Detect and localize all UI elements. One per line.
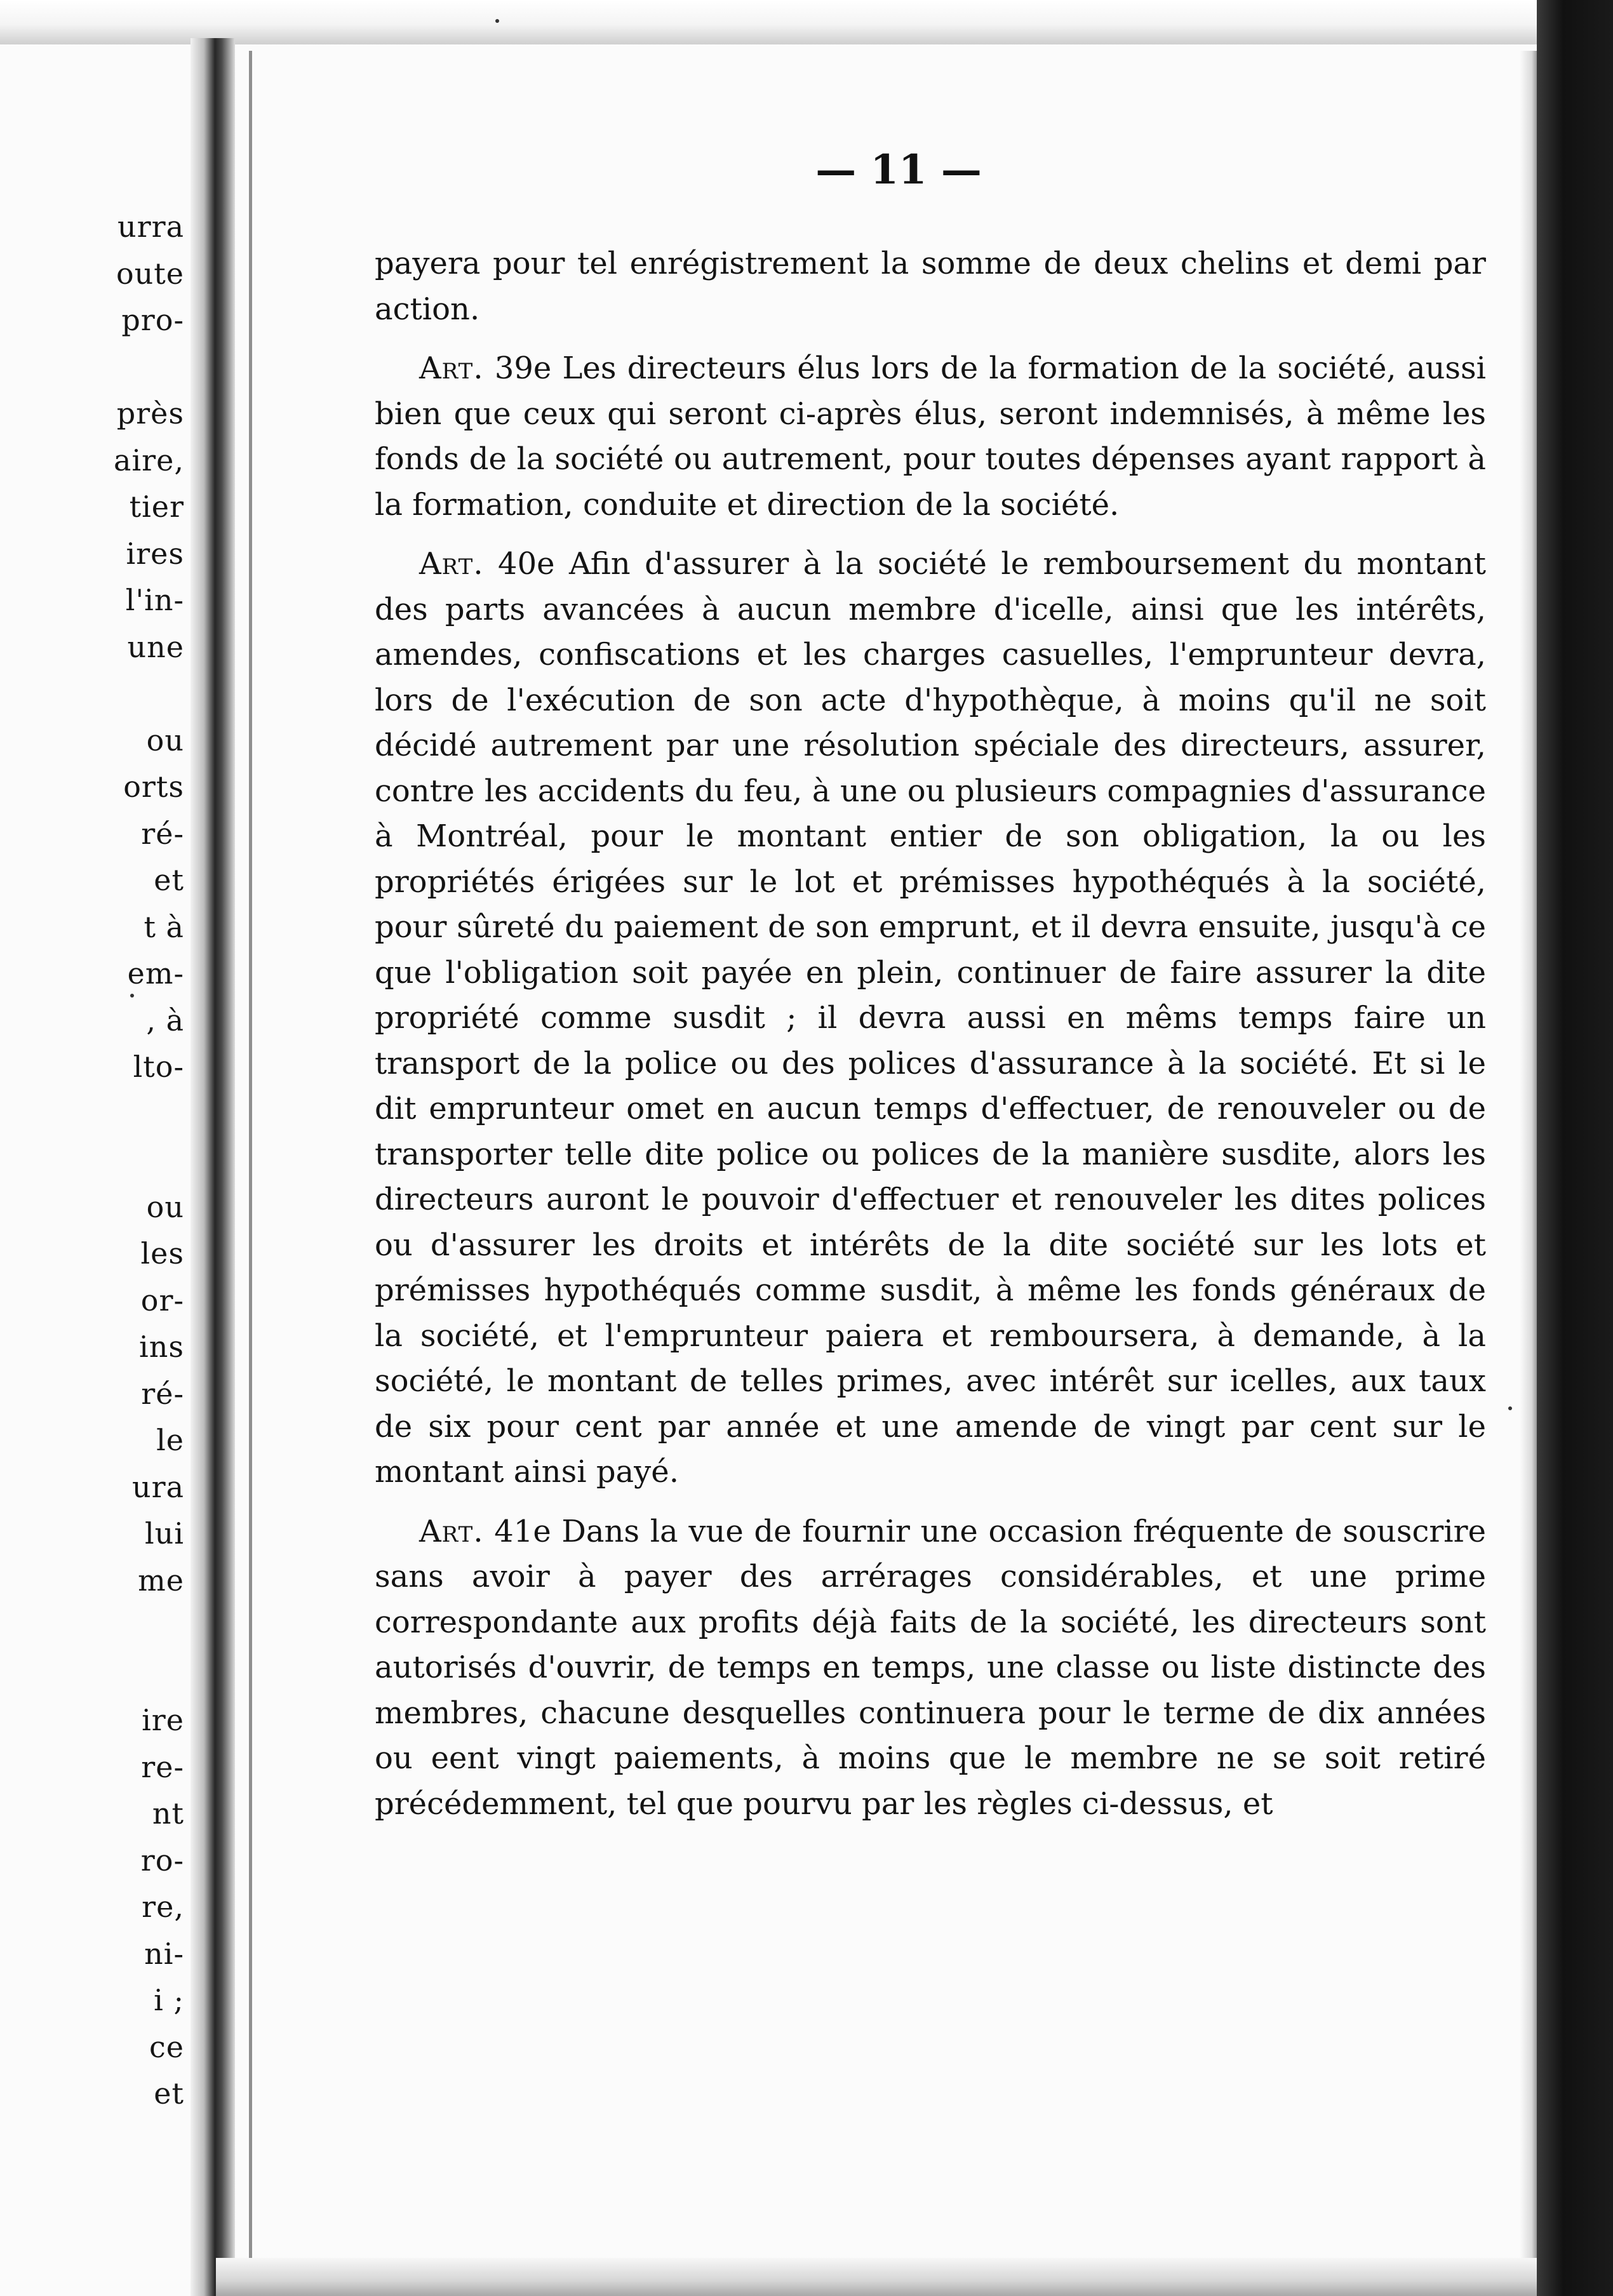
paragraph-text: 40e Afin d'assurer à la société le remboursement du montant des parts avancées à aucun membre d'icelle, ainsi que les intérêts, amendes, confiscations et les charges casuelles, l'emprunteur devra, lors de l'exécution de son acte d'hypothèque, à moins qu'il ne soit décidé autrement par une résolution spéciale des directeurs, assurer, contre les accidents du feu, à une ou plusieurs compagnies d'assurance à Montréal, pour le montant entier de son obligation, la ou les propriétés érigées sur le lot et prémisses hypothéqués à la société, pour sûreté du paiement de son emprunt, et il devra ensuite, jusqu'à ce que l'obligation soit payée en plein, continuer de faire assurer la dite propriété comme susdit ; il devra aussi en mêms temps faire un transport de la police ou des polices d'assurance à la société. Et si le dit emprunteur omet en aucun temps d'effectuer, de renouveler ou de transporter telle dite police ou polices de la manière susdite, alors les directeurs auront le pouvoir d'effectuer et renouveler les dites polices ou d'assurer les droits et intérêts de la dite société sur les lots et prémisses hypothéqués comme susdit, à même les fonds généraux de la société, et l'emprunteur paiera et remboursera, à demande, à la société, le montant de telles primes, avec intérêt sur icelles, aux taux de six pour cent par année et une amende de vingt par cent sur le montant ainsi payé. — [375, 546, 1486, 1490]
fragment-line: lto- — [133, 1050, 184, 1084]
fragment-line: et — [154, 863, 184, 897]
fragment-line: ce — [149, 2029, 184, 2064]
fragment-line: ré- — [141, 1376, 184, 1411]
fragment-line: lui — [144, 1516, 184, 1551]
left-page-fragment — [0, 0, 184, 2296]
scan-speck — [130, 994, 134, 998]
paragraph-article-41 — [375, 1509, 1486, 1827]
fragment-line: ro- — [140, 1843, 184, 1878]
fragment-line: près — [116, 396, 184, 431]
fragment-line: urra — [117, 210, 184, 244]
fragment-line: ni- — [144, 1936, 184, 1971]
fragment-line: pro- — [121, 303, 184, 337]
fragment-line: oute — [116, 256, 184, 291]
scan-speck — [495, 19, 499, 23]
paragraph-continuation — [375, 241, 1486, 332]
paragraph-article-40 — [375, 542, 1486, 1495]
fragment-line: l'in- — [125, 583, 184, 617]
fragment-line: ire — [142, 1703, 184, 1737]
fragment-line: em- — [127, 956, 184, 991]
fragment-line: or- — [140, 1283, 184, 1318]
fragment-line: re, — [142, 1890, 184, 1924]
book-gutter — [191, 38, 235, 2296]
fragment-line: t à — [144, 909, 184, 944]
book-page — [267, 51, 1530, 2260]
fragment-line: tier — [129, 490, 184, 524]
fragment-line: , à — [146, 1003, 184, 1038]
paragraph-text: 39e Les directeurs élus lors de la formation de la société, aussi bien que ceux qui seront ci-après élus, seront indemnisés, à même les fonds de la société ou autrement, pour toutes dépenses ayant rapport à la formation, conduite et direction de la société. — [375, 350, 1486, 523]
fragment-line: aire, — [114, 443, 184, 477]
paragraph-text: payera pour tel enrégistrement la somme de deux chelins et demi par action. — [375, 246, 1486, 327]
page-edge-line — [249, 51, 252, 2296]
scan-bottom-edge — [216, 2258, 1537, 2296]
fragment-line: ré- — [141, 816, 184, 851]
fragment-line: ou — [146, 723, 184, 758]
article-label: Art. — [419, 350, 484, 386]
fragment-line: i ; — [154, 1983, 184, 2017]
article-label: Art. — [419, 546, 484, 582]
fragment-line: orts — [123, 770, 184, 804]
page-body — [375, 241, 1486, 1841]
fragment-line: le — [156, 1423, 184, 1457]
fragment-line: ou — [146, 1189, 184, 1224]
fragment-line: ura — [131, 1469, 184, 1504]
scan-speck — [1508, 1406, 1512, 1410]
fragment-line: et — [154, 2076, 184, 2111]
scan-right-border — [1537, 0, 1613, 2296]
fragment-line: re- — [141, 1749, 184, 1784]
fragment-line: nt — [152, 1796, 184, 1831]
fragment-line: ins — [139, 1330, 184, 1364]
paragraph-article-39 — [375, 346, 1486, 528]
scan-top-edge — [0, 0, 1613, 44]
fragment-line: une — [127, 629, 184, 664]
fragment-line: les — [140, 1236, 184, 1271]
article-label: Art. — [419, 1513, 484, 1549]
page-number: — 11 — — [815, 146, 982, 194]
fragment-line: me — [138, 1563, 184, 1598]
fragment-line: ires — [126, 536, 184, 571]
paragraph-text: 41e Dans la vue de fournir une occasion fréquente de souscrire sans avoir à payer des arrérages considérables, et une prime correspondante aux profits déjà faits de la société, les directeurs sont autorisés d'ouvrir, de temps en temps, une classe ou liste distincte des membres, chacune desquelles continuera pour le terme de dix années ou eent vingt paiements, à moins que le membre ne se soit retiré précédemment, tel que pourvu par les règles ci-dessus, et — [375, 1513, 1486, 1822]
